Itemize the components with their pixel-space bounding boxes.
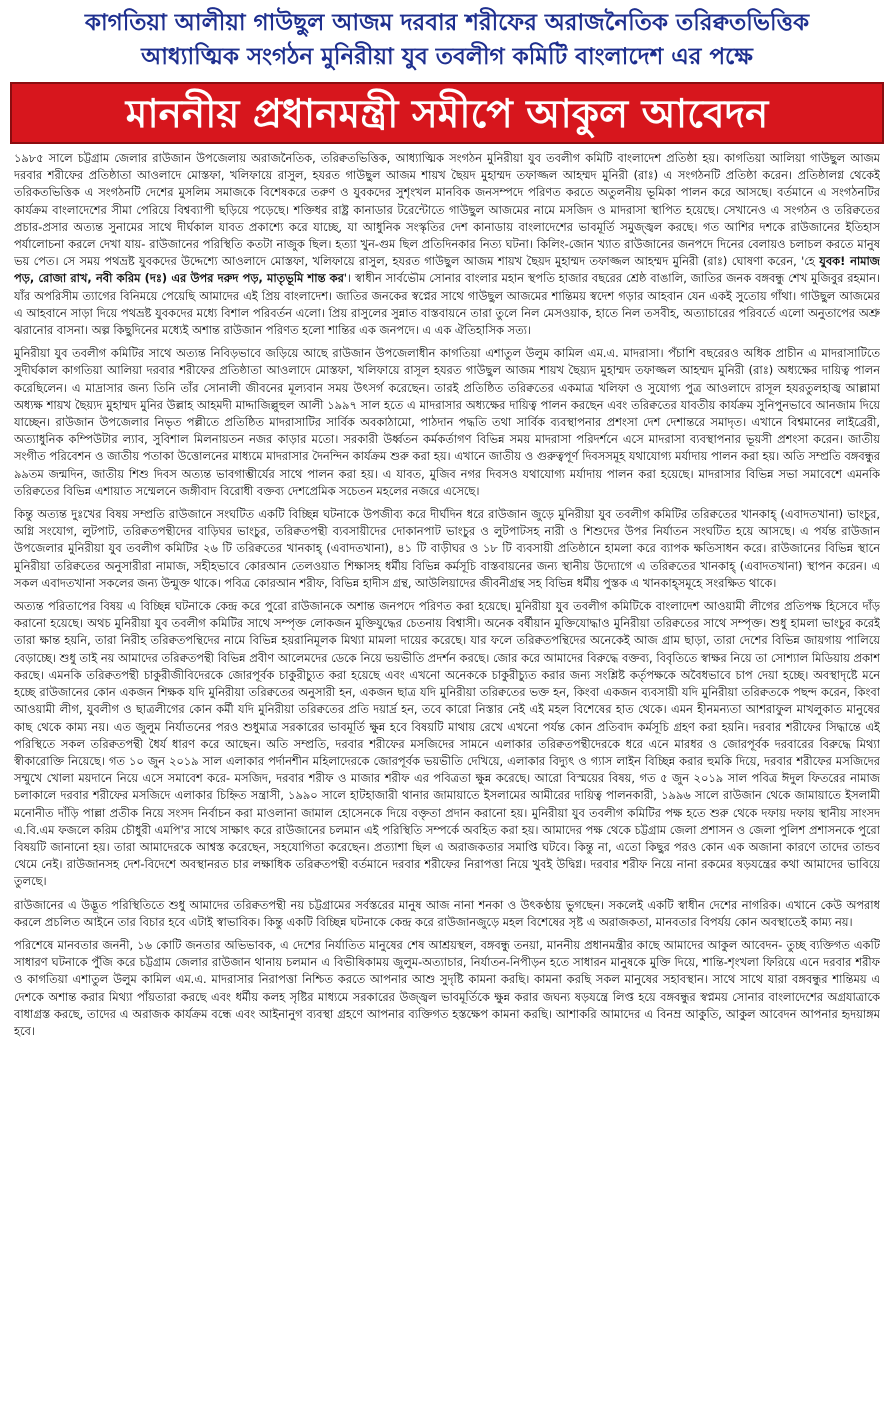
paragraph-1 [14,150,880,339]
paragraph-6-text: পরিশেষে মানবতার জননী, ১৬ কোটি জনতার অভিভাবক, এ দেশের নির্যাতিত মানুষের শেষ আশ্রয়স্থল, বঙ্গবন্ধু তনয়া, মাননীয় প্রধানমন্ত্রীর কাছে আমাদের আকুল আবেদন- তুচ্ছ ব্যক্তিগত একটি সাধারণ ঘটনাকে পুঁজি করে চট্টগ্রাম জেলার রাউজান থানায় চলমান এ বিভীষিকাময় জুলুম-অত্যাচার, নির্যাতন-নিপীড়ন হতে সাধারন মানুষকে মুক্তি দিয়ে, শান্তি-শৃংখলা ফিরিয়ে এনে দরবার শরীফ ও কাগতিয়া এশাতুল উলুম কামিল এম.এ. মাদরাসার নিরাপত্তা নিশ্চিত করতে আপনার আশু সুদৃষ্টি কামনা করছি। কামনা করছি সকল মানুষের সহাবস্থান। সাথে সাথে যারা বঙ্গবন্ধুর শান্তিময় এ দেশকে অশান্ত করার মিথ্যা পাঁয়তারা করছে এবং ধর্মীয় কলহ সৃষ্টির মাধ্যমে সরকারের উজ্জ্বল ভাবমূর্তিকে ক্ষুন্ন করার জঘন্য ষড়যন্ত্রে লিপ্ত হয়ে বঙ্গবন্ধুর স্বপ্নময় সোনার বাংলাদেশের অগ্রযাত্রাকে বাধাগ্রস্ত করছে, তাদের এ অরাজক কার্যক্রম বন্ধে এবং আইনানুগ ব্যবস্থা গ্রহণে আপনার ব্যক্তিগত হস্তক্ষেপ কামনা করছি। আশাকরি আমাদের এ বিনম্র আকুতি, আকুল আবেদন আপনার হৃদয়াঙ্গম হবে। [14,937,880,1038]
appeal-body [10,148,884,1040]
paragraph-3 [14,506,880,592]
paragraph-1-quote: যুবক! নামাজ পড়, রোজা রাখ, নবী করিম (দঃ) এর উপর দরুদ পড়, মাতৃভূমি শান্ত কর [14,254,880,286]
paragraph-5-text: রাউজানের এ উদ্ভূত পরিস্থিতিতে শুধু আমাদের তরিক্বতপন্থী নয় চট্টগ্রামের সর্বস্তরের মানুষ আজ নানা শনকা ও উৎকণ্ঠায় ভুগছেন। সকলেই একটি স্বাধীন দেশের নাগরিক। এখানে কেউ অপরাধ করলে প্রচলিত আইনে তার বিচার হবে এটাই স্বাভাবিক। কিন্তু একটি বিচ্ছিন্ন ঘটনাকে কেন্দ্র করে রাউজানজুড়ে মহল বিশেষের সৃষ্ট এ অরাজকতা, মানবতার বিপর্যয় কোন অবস্থাতেই কাম্য নয়। [14,897,880,929]
paragraph-6 [14,937,880,1040]
paragraph-1-text-b: '। স্বাধীন সার্বভৌম সোনার বাংলার মহান স্থপতি হাজার বছরের শ্রেষ্ঠ বাঙালি, জাতির জনক বঙ্গবন্ধু শেখ মুজিবুর রহমান। যাঁর অপরিসীম ত্যাগের বিনিময়ে পেয়েছি আমাদের এই প্রিয় বাংলাদেশ। জাতির জনকের স্বপ্নের সাথে গাউছুল আজমের শান্তিময় স্বদেশ গড়ার আহবান যেন একই সুতোয় গাঁথা। গাউছুল আজমের এ আহবানে সাড়া দিয়ে পথভ্রষ্ট যুবকদের মধ্যে বিশাল পরিবর্তন এলো। প্রিয় রাসুলের সুন্নাত বাস্তবায়নে তারা তুলে নিল মেসওয়াক, হাতে নিল তসবীহ, অত্যাচারের পরিবর্তে এলো অনুতাপের অশ্রু ঝরানোর বাসনা। অল্প কিছুদিনের মধ্যেই অশান্ত রাউজান পরিণত হলো শান্তির এক জনপদে। এ এক ঐতিহাসিক সত্য। [14,271,880,338]
header-line-1: কাগতিয়া আলীয়া গাউছুল আজম দরবার শরীফের অরাজনৈতিক তরিক্বতভিত্তিক [84,10,810,36]
paragraph-2-text: মুনিরীয়া যুব তবলীগ কমিটির সাথে অত্যন্ত নিবিড়ভাবে জড়িয়ে আছে রাউজান উপজেলাধীন কাগতিয়া এশাতুল উলুম কামিল এম.এ. মাদরাসা। পঁচাশি বছরেরও অধিক প্রাচীন এ মাদরাসাটিতে সুদীর্ঘকাল কাগতিয়া আলিয়া দরবার শরীফের প্রতিষ্ঠাতা আওলাদে মোস্তফা, খলিফায়ে রাসূল হযরত গাউছুল আজম শায়খ ছৈয়্যদ মুহাম্মদ তফাজ্জল আহম্মদ মুনিরী (রাঃ) অধ্যক্ষের দায়িত্ব পালন করেছিলেন। এ মাদ্রাসার জন্য তিনি তাঁর সোনালী জীবনের মূল্যবান সময় উৎসর্গ করেছেন। তারই প্রতিষ্ঠিত তরিক্বতের একমাত্র খলিফা ও সুযোগ্য পুত্র আওলাদে রাসূল হযরতুলহাজ্ব আল্লামা অধ্যক্ষ শায়খ ছৈয়্যদ মুহাম্মদ মুনির উল্লাহ আহমদী মাদ্দাজিল্লুহুল আলী ১৯৯৭ সাল হতে এ মাদরাসার অধ্যক্ষের দায়িত্ব পালন করছেন এবং তরিক্বতের যাবতীয় কার্যক্রম সুনিপুনভাবে আনজাম দিয়ে যাচ্ছেন। রাউজান উপজেলার নিভৃত পল্লীতে প্রতিষ্ঠিত মাদরাসাটির সার্বিক অবকাঠামো, পাঠদান পদ্ধতি তথা সার্বিক ব্যবস্থাপনার প্রশংসা দেশ দেশান্তরে সমাদৃত। এখানে বিশ্বমানের লাইব্রেরী, অত্যাধুনিক কম্পিউটার ল্যাব, সুবিশাল মিলনায়তন নজর কাড়ার মতো। সরকারী উর্ধ্বতন কর্মকর্তাগণ বিভিন্ন সময় মাদরাসা পরিদর্শনে এসে মাদরাসা ব্যবস্থাপনার ভূয়সী প্রশংসা করেন। জাতীয় সংগীত পরিবেশন ও জাতীয় পতাকা উত্তোলনের মাধ্যমে মাদরাসার দৈনন্দিন কার্যক্রম শুরু করা হয়। এখানে জাতীয় ও গুরুত্বপূর্ণ দিবসসমূহ যথাযোগ্য মর্যাদায় পালন করা হয়। অতি সম্প্রতি বঙ্গবন্ধুর ৯৯তম জন্মদিন, জাতীয় শিশু দিবস অত্যন্ত ভাবগাম্ভীর্যের সাথে পালন করা হয়। এ যাবত, মুজিব নগর দিবসও যথাযোগ্য মর্যাদায় পালন করা হয়েছে। মাদরাসার বিভিন্ন সভা সমাবেশে এমনকি তরিক্বতের বিভিন্ন এশায়াত সম্মেলনে জঙ্গীবাদ বিরোধী বক্তব্য দেশপ্রেমিক সচেতন মহলের নজরে এসেছে। [14,346,880,498]
header-line-2: আধ্যাত্মিক সংগঠন মুনিরীয়া যুব তবলীগ কমিটি বাংলাদেশ এর পক্ষে [141,44,753,70]
paragraph-3-text: কিন্তু অত্যন্ত দুঃখের বিষয় সম্প্রতি রাউজানে সংঘটিত একটি বিচ্ছিন্ন ঘটনাকে উপজীব্য করে দীর্ঘদিন ধরে রাউজান জুড়ে মুনিরীয়া যুব তবলীগ কমিটির তরিক্বতের খানকাহ্ (এবাদতখানা) ভাংচুর, অগ্নি সংযোগ, লুটপাট, তরিক্বতপন্থীদের বাড়িঘর ভাংচুর, তরিক্বতপন্থী ব্যবসায়ীদের দোকানপাট ভাংচুর ও লুটপাটসহ নারী ও শিশুদের উপর নির্যাতন সংঘটিত হয়ে আসছে। এ পর্যন্ত রাউজান উপজেলার মুনিরীয়া যুব তবলীগ কমিটির ২৬ টি তরিক্বতের খানকাহ্ (এবাদতখানা), ৪১ টি বাড়ীঘর ও ১৮ টি ব্যবসায়ী প্রতিষ্ঠানে হামলা করে ব্যাপক ক্ষতিসাধন করে। রাউজানের বিভিন্ন স্থানে মুনিরীয়া তরিক্বতের অনুসারীরা নামাজ, সহীহভাবে কোরআন তেলওয়াত শিক্ষাসহ ধর্মীয় বিভিন্ন কর্মসূচি বাস্তবায়নের জন্য স্থানীয় উদ্যোগে এ তরিক্বতের খানকাহ্ (এবাদতখানা) স্থাপন করেন। এ সকল এবাদতখানা সকলের জন্য উন্মুক্ত থাকে। পবিত্র কোরআন শরীফ, বিভিন্ন হাদীস গ্রন্থ, আউলিয়াদের জীবনীগ্রন্থ সহ বিভিন্ন ধর্মীয় পুস্তক এ খানকাহ্সমূহে সংরক্ষিত থাকে। [14,507,880,590]
paragraph-4 [14,598,880,890]
paragraph-1-text-a: ১৯৮৫ সালে চট্টগ্রাম জেলার রাউজান উপজেলায় অরাজনৈতিক, তরিক্বতভিত্তিক, আধ্যাত্মিক সংগঠন মুনিরীয়া যুব তবলীগ কমিটি বাংলাদেশ প্রতিষ্ঠা হয়। কাগতিয়া আলিয়া গাউছুল আজম দরবার শরীফের প্রতিষ্ঠাতা আওলাদে মোস্তফা, খলিফায়ে রাসুল, হযরত গাউছুল আজম শায়খ ছৈয়দ মুহাম্মদ তফাজ্জল আহম্মদ মুনিরী (রাঃ) এ সংগঠনটি প্রতিষ্ঠা করেন। প্রতিষ্ঠালগ্ন থেকেই তরিকতভিত্তিক এ সংগঠনটি দেশের মুসলিম সমাজকে বিশেষকরে তরুণ ও যুবকদের সুশৃংখল মানবিক জনসম্পদে পরিণত করতে অতুলনীয় ভূমিকা পালন করে আসছে। বর্তমানে এ সংগঠনটির কার্যক্রম বাংলাদেশের সীমা পেরিয়ে বিশ্বব্যাপী ছড়িয়ে পড়েছে। শক্তিধর রাষ্ট্র কানাডার টরেন্টোতে গাউছুল আজমের নামে মসজিদ ও মাদরাসা স্থাপিত হয়েছে। সেখানেও এ সংগঠন ও তরিক্বতের প্রচার-প্রসার অত্যন্ত সুনামের সাথে দীর্ঘকাল যাবত প্রকাশ্যে করে যাচ্ছে, যা আধুনিক সংস্কৃতির দেশ কানাডায় বাংলাদেশের ভাবমূর্তি সমুজ্জ্বল করছে। গত আশির দশকে রাউজানের ইতিহাস পর্যালোচনা করলে দেখা যায়- রাউজানের পরিস্থিতি কতটা নাজুক ছিল। হত্যা খুন-গুম ছিল প্রতিদিনকার নিত্য ঘটনা। কিলিং-জোন খ্যাত রাউজানের জনপদে দিনের বেলায়ও চলাচল করতে মানুষ ভয় পেত। সে সময় পথভ্রষ্ট যুবকদের উদ্দেশ্যে আওলাদে মোস্তফা, খলিফায়ে রাসুল, হযরত গাউছুল আজম শায়খ ছৈয়দ মুহাম্মদ তফাজ্জল আহম্মদ মুনিরী (রাঃ) ঘোষণা করেন, 'হে [14,151,880,269]
paragraph-2 [14,345,880,500]
paragraph-4-text: অত্যন্ত পরিতাপের বিষয় এ বিচ্ছিন্ন ঘটনাকে কেন্দ্র করে পুরো রাউজানকে অশান্ত জনপদে পরিণত করা হয়েছে। মুনিরীয়া যুব তবলীগ কমিটিকে বাংলাদেশ আওয়ামী লীগের প্রতিপক্ষ হিসেবে দাঁড় করানো হয়েছে। অথচ মুনিরীয়া যুব তবলীগ কমিটির সাথে সম্পৃক্ত লোকজন মুক্তিযুদ্ধের চেতনায় বিশ্বাসী। অনেক বর্ষীয়ান মুক্তিযোদ্ধাও মুনিরীয়া তরিক্বতের সাথে সম্পৃক্ত। শুধু হামলা ভাংচুর করেই তারা ক্ষান্ত হয়নি, তারা নিরীহ তরিক্বতপন্থিদের নামে বিভিন্ন হয়রানিমূলক মিথ্যা মামলা দায়ের করেছে। যার ফলে তরিক্বতপন্থিদের অনেকেই আজ গ্রাম ছাড়া, তারা দেশের বিভিন্ন জায়গায় পালিয়ে বেড়াচ্ছে। শুধু তাই নয় আমাদের তরিক্বতপন্থী বিভিন্ন প্রবীণ আলেমদের ডেকে নিয়ে ভয়ভীতি প্রদর্শন করছে। জোর করে আমাদের বিরুদ্ধে বক্তব্য, বিবৃতিতে স্বাক্ষর নিয়ে তা সোশ্যাল মিডিয়ায় প্রকাশ করছে। এমনকি তরিক্বতপন্থী চাকুরীজীবিদেরকে জোরপূর্বক চাকুরীচ্যুত করা হয়েছে এবং এখনো অনেককে চাকুরীচ্যুত করার জন্য সংশ্লিষ্ট কর্তৃপক্ষকে অবৈধভাবে চাপ দেয়া হচ্ছে। অবস্থাদৃষ্টে মনে হচ্ছে রাউজানের কোন একজন শিক্ষক যদি মুনিরীয়া তরিক্বতের অনুসারী হন, একজন ছাত্র যদি মুনিরীয়া তরিক্বতের ভক্ত হন, কিংবা একজন ব্যবসায়ী যদি মুনিরীয়া তরিক্বতকে পছন্দ করেন, কিংবা আওয়ামী লীগ, যুবলীগ ও ছাত্রলীগের কোন কর্মী যদি মুনিরীয়া তরিক্বতের প্রতি দয়ার্দ্র হন, তবে কারো নিস্তার নেই এই মহল বিশেষের হাত থেকে। এমন হীনমন্যতা আশরাফুল মাখলুকাত মানুষের কাছ থেকে কাম্য নয়। এত জুলুম নির্যাতনের পরও শুধুমাত্র সরকারের ভাবমূর্তি ক্ষুন্ন হবে বিষয়টি মাথায় রেখে এখনো পর্যন্ত কোন প্রতিবাদ কর্মসূচি গ্রহণ করা হয়নি। দরবার শরীফের সিদ্ধান্তে এই পরিস্থিতে সকল তরিক্বতপন্থী ধৈর্য ধারণ করে আছেন। অতি সম্প্রতি, দরবার শরীফের মসজিদের সামনে এলাকার তরিক্বতপন্থীদেরকে ধরে এনে মারধর ও জোরপূর্বক দরবারের বিরুদ্ধে মিথ্যা স্বীকারোক্তি নিয়েছে। গত ১০ জুন ২০১৯ সাল এলাকার পর্দানশীন মহিলাদেরকে জোরপূর্বক ভয়ভীতি দেখিয়ে, এলাকার বিদ্যুৎ ও গ্যাস লাইন বিচ্ছিন্ন করার হুমকি দিয়ে, দরবার শরীফের মসজিদের সম্মুখে খোলা ময়দানে নিয়ে এসে সমাবেশ করে- মসজিদ, দরবার শরীফ ও মাজার শরীফ এর পবিত্রতা ক্ষুন্ন করেছে। আরো বিস্ময়ের বিষয়, গত ৫ জুন ২০১৯ সাল পবিত্র ঈদুল ফিতরের নামাজ চলাকালে দরবার শরীফের মসজিদে এলাকার চিহ্নিত সন্ত্রাসী, ১৯৯০ সালে হাটহাজারী থানার জামায়াতে ইসলামের আমীরের দায়িত্ব পালনকারী, ১৯৯৬ সালে রাউজান থেকে জামায়াতে ইসলামী মনোনীত দাঁড়ি পাল্লা প্রতীক নিয়ে সংসদ নির্বাচন করা মাওলানা জামাল হোসেনকে দিয়ে বক্তৃতা প্রদান করানো হয়। মুনিরীয়া যুব তবলীগ কমিটির পক্ষ হতে শুরু থেকে দফায় দফায় স্থানীয় সাংসদ এ.বি.এম ফজলে করিম চৌধুরী এমপি'র সাথে সাক্ষাৎ করে রাউজানের চলমান এই পরিস্থিতি সম্পর্কে অবহিত করা হয়। আমাদের পক্ষ থেকে চট্টগ্রাম জেলা প্রশাসন ও জেলা পুলিশ প্রশাসনকে পুরো বিষয়টি জানানো হয়। তারা আমাদেরকে আশ্বস্ত করেছেন, সহযোগিতা করেছেন। প্রত্যাশা ছিল এ অরাজকতার সমাপ্তি ঘটবে। কিন্তু না, এতো কিছুর পরও কোন এক অজানা কারণে তাদের তান্ডব থেমে নেই। রাউজানসহ দেশ-বিদেশে অবস্থানরত চার লক্ষাধিক তরিক্বতপন্থী বর্তমানে দরবার শরীফের নিরাপত্তা নিয়ে খুবই উদ্বিগ্ন। দরবার শরীফ নিয়ে নানা রকমের ষড়যন্ত্রের কথা আমাদের ভাবিয়ে তুলছে। [14,599,880,889]
paragraph-5 [14,897,880,931]
appeal-title-banner: মাননীয় প্রধানমন্ত্রী সমীপে আকুল আবেদন [10,82,884,144]
